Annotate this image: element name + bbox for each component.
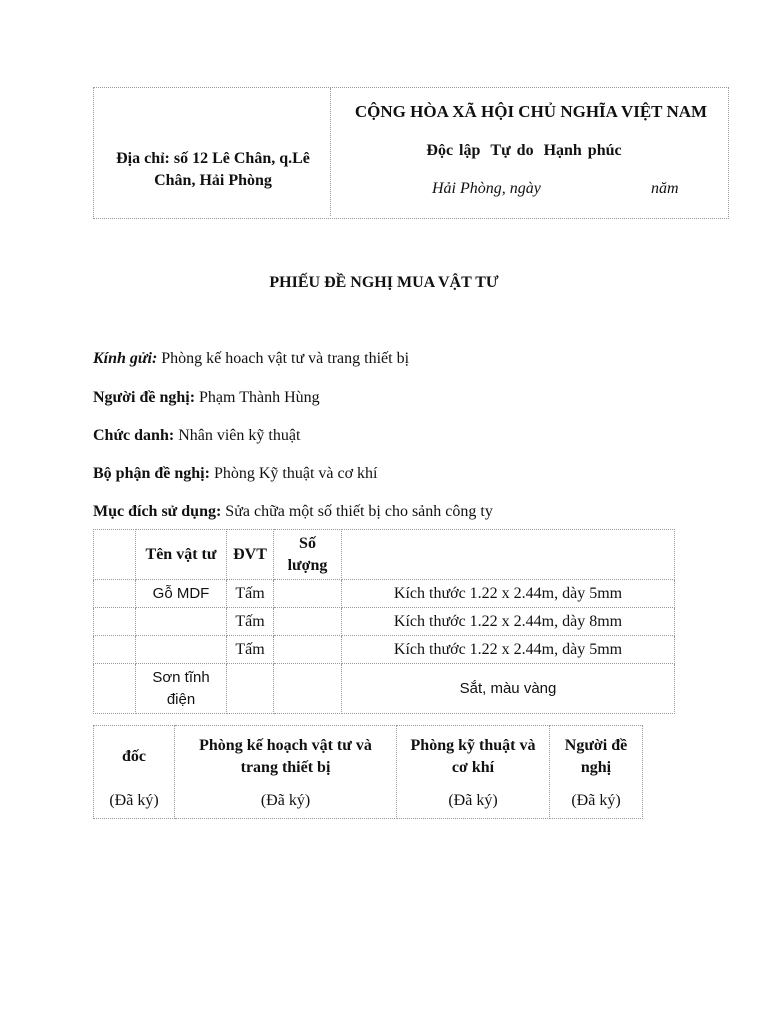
header-cell: Số lượng — [274, 530, 342, 580]
field-position — [93, 427, 300, 445]
table-cell: Sắt, màu vàng — [342, 664, 675, 714]
table-cell: Gỗ MDF — [136, 580, 227, 608]
signature-table — [93, 725, 643, 819]
table-cell — [274, 636, 342, 664]
table-cell — [94, 580, 136, 608]
motto-freedom: Tự do — [490, 142, 534, 159]
signature-title: Người đề nghị — [564, 737, 628, 776]
table-row — [94, 664, 675, 714]
place-date: Hải Phòng, ngày — [432, 180, 541, 197]
table-cell: Kích thước 1.22 x 2.44m, dày 5mm — [342, 580, 675, 608]
field-requester — [93, 389, 320, 407]
signature-status: (Đã ký) — [109, 792, 159, 809]
table-row — [94, 608, 675, 636]
table-cell: Tấm — [227, 636, 274, 664]
field-purpose — [93, 503, 493, 521]
table-row — [94, 580, 675, 608]
field-value: Phạm Thành Hùng — [195, 389, 320, 406]
table-cell — [136, 608, 227, 636]
signature-title: Phòng kế hoạch vật tư và trang thiết bị — [199, 737, 372, 776]
field-label: Bộ phận đề nghị: — [93, 465, 210, 482]
field-value: Sửa chữa một số thiết bị cho sảnh công ty — [221, 503, 493, 520]
header-table — [93, 87, 729, 219]
motto — [338, 142, 710, 160]
header-cell — [94, 530, 136, 580]
signature-title: Phòng kỹ thuật và cơ khí — [410, 737, 536, 776]
header-cell: Tên vật tư — [136, 530, 227, 580]
signature-status: (Đã ký) — [260, 792, 311, 809]
field-value: Phòng Kỹ thuật và cơ khí — [209, 465, 378, 482]
table-cell — [94, 608, 136, 636]
field-label: Chức danh: — [93, 427, 175, 444]
table-cell: Sơn tĩnh điện — [136, 664, 227, 714]
signature-cell-technical — [397, 726, 550, 819]
signature-title: đốc — [122, 748, 146, 765]
table-cell — [274, 580, 342, 608]
signature-cell-director — [94, 726, 175, 819]
year-label: năm — [651, 180, 679, 197]
field-value: Nhân viên kỹ thuật — [174, 427, 301, 444]
signature-cell-planning — [175, 726, 397, 819]
field-label: Kính gửi: — [93, 350, 158, 367]
field-recipient — [93, 350, 409, 368]
header-cell: ĐVT — [227, 530, 274, 580]
signature-row — [94, 726, 643, 819]
table-cell — [227, 664, 274, 714]
table-cell — [94, 664, 136, 714]
nation-title: CỘNG HÒA XÃ HỘI CHỦ NGHĨA VIỆT NAM — [354, 102, 708, 121]
table-cell: Kích thước 1.22 x 2.44m, dày 8mm — [342, 608, 675, 636]
field-label: Mục đích sử dụng: — [93, 503, 222, 520]
field-value: Phòng kế hoach vật tư và trang thiết bị — [157, 350, 410, 367]
table-row — [94, 636, 675, 664]
signature-cell-requester — [550, 726, 643, 819]
signature-status: (Đã ký) — [448, 792, 498, 809]
field-label: Người đề nghị: — [93, 389, 196, 406]
table-cell — [274, 608, 342, 636]
table-cell: Tấm — [227, 580, 274, 608]
motto-happiness: Hạnh phúc — [543, 142, 622, 159]
table-cell — [274, 664, 342, 714]
table-cell: Tấm — [227, 608, 274, 636]
materials-table — [93, 529, 675, 714]
field-department — [93, 465, 378, 483]
table-header-row — [94, 530, 675, 580]
table-cell — [94, 636, 136, 664]
signature-status: (Đã ký) — [571, 792, 621, 809]
company-address: Địa chỉ: số 12 Lê Chân, q.Lê Chân, Hải Phòng — [116, 150, 310, 189]
document-title: PHIẾU ĐỀ NGHỊ MUA VẬT TƯ — [269, 274, 499, 291]
table-cell: Kích thước 1.22 x 2.44m, dày 5mm — [342, 636, 675, 664]
header-cell — [342, 530, 675, 580]
motto-independence: Độc lập — [426, 142, 481, 159]
table-cell — [136, 636, 227, 664]
